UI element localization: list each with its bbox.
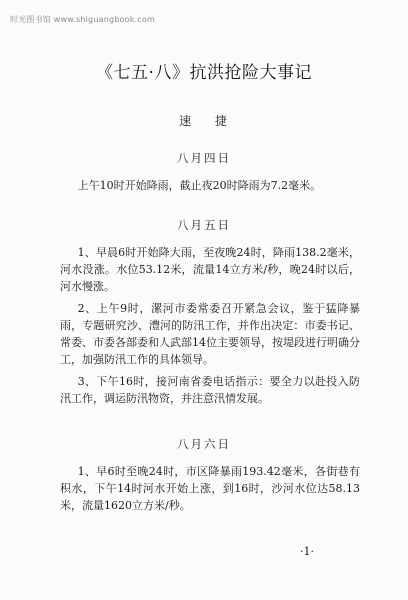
paragraph-aug-5-3: 3、下午16时，接河南省委电话指示：要全力以赴投入防汛工作，调运防汛物资，并注意汛情发展。 [60, 375, 360, 405]
paragraph-aug-6-1: 1、早6时至晚24时，市区降暴雨193.42毫米，各街巷有积水，下午14时河水开始上涨，到16时，沙河水位达58.13米，流量1620立方米/秒。 [60, 465, 360, 512]
date-heading-aug-5: 八月五日 [177, 218, 231, 232]
document-title: 《七五·八》抗洪抢险大事记 [96, 63, 312, 83]
paragraph-aug-5-2: 2、上午9时，漯河市委常委召开紧急会议，鉴于猛降暴雨，专题研究沙、澧河的防汛工作，并作出决定：市委书记、常委、市委各部委和人武部14位主要领导，按堤段进行明确分工，加强防汛工作的具体领导。 [60, 302, 360, 366]
date-heading-aug-6: 八月六日 [177, 437, 231, 451]
page-number: ·1· [300, 545, 314, 558]
watermark-text: 时光图书馆 www.shiguangbook.com [10, 15, 155, 24]
date-heading-aug-4: 八月四日 [177, 151, 231, 165]
paragraph-aug-5-1: 1、早晨6时开始降大雨，至夜晚24时，降雨138.2毫米，河水没涨。水位53.12米，流量14立方米/秒，晚24时以后，河水慢涨。 [60, 246, 360, 293]
paragraph-aug-4-1: 上午10时开始降雨，截止夜20时降雨为7.2毫米。 [77, 179, 322, 192]
author-byline: 速 捷 [179, 114, 237, 128]
